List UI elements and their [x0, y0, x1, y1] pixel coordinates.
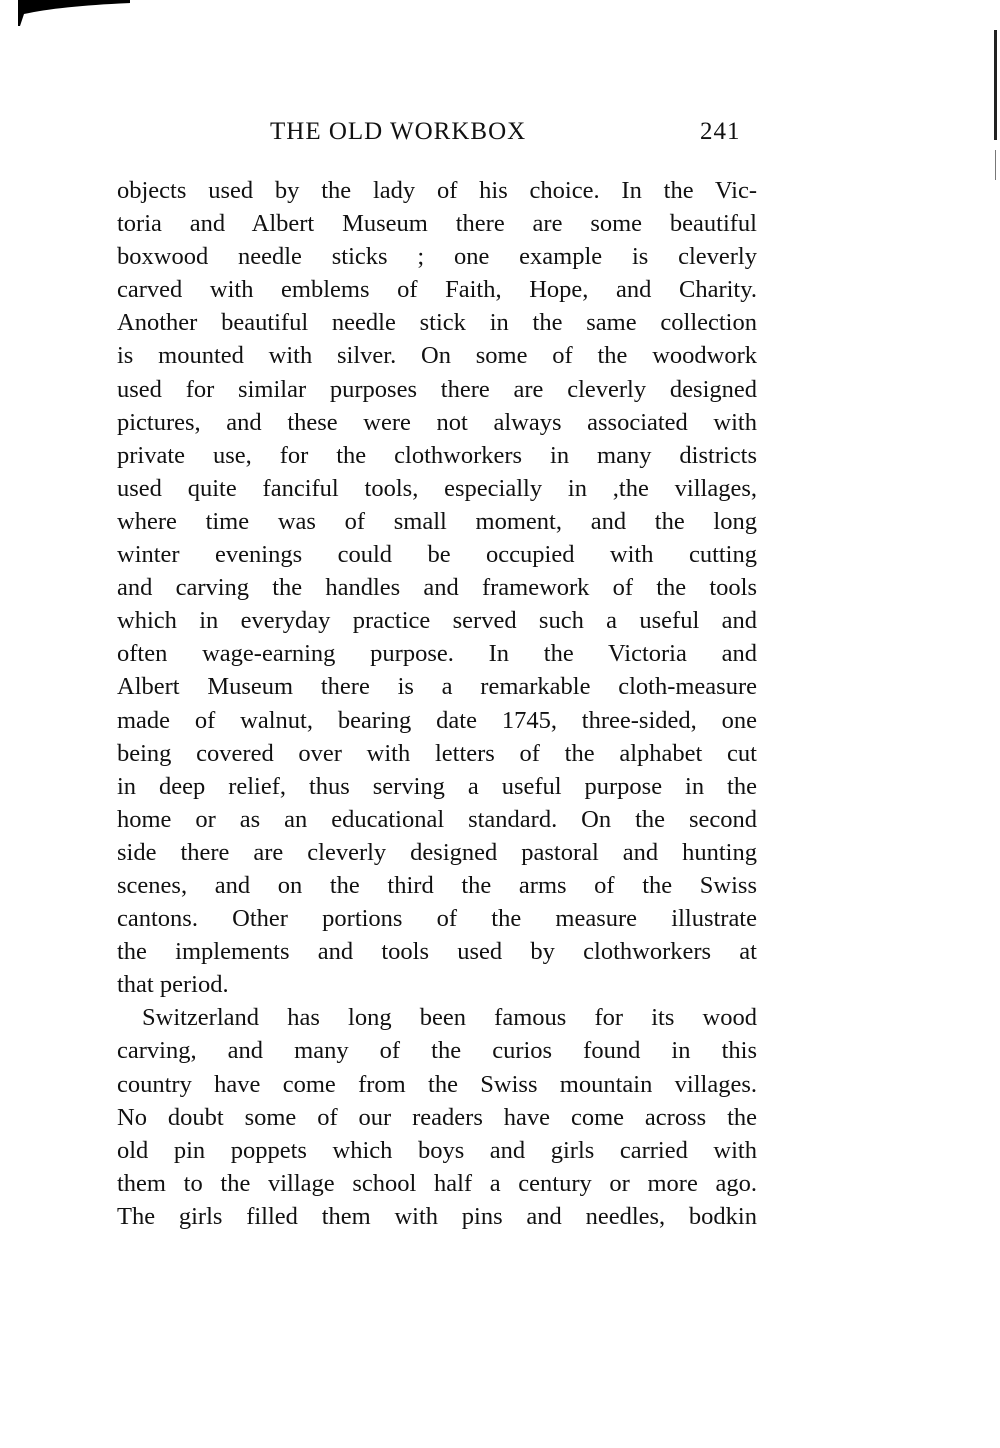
text-line: objects used by the lady of his choice. In the Vic-	[117, 177, 757, 204]
text-line: which in everyday practice served such a useful and	[117, 607, 757, 635]
text-line: side there are cleverly designed pastoral and hunting	[117, 838, 757, 866]
scan-edge-mark	[0, 0, 130, 30]
text-line: old pin poppets which boys and girls carried with	[117, 1136, 757, 1164]
scan-edge-line	[995, 150, 996, 180]
text-line: being covered over with letters of the alphabet cut	[117, 739, 757, 767]
text-line: used quite fanciful tools, especially in ,the villages,	[117, 474, 757, 502]
text-line: No doubt some of our readers have come across the	[117, 1103, 757, 1131]
text-line: in deep relief, thus serving a useful purpose in the	[117, 772, 757, 800]
text-line: that period.	[117, 971, 229, 999]
text-line: is mounted with silver. On some of the woodwork	[117, 342, 757, 370]
text-line: used for similar purposes there are cleverly designed	[117, 375, 757, 403]
text-line: The girls filled them with pins and needles, bodkin	[117, 1202, 757, 1230]
text-line: boxwood needle sticks ; one example is cleverly	[117, 243, 757, 271]
text-line: Albert Museum there is a remarkable cloth-measure	[117, 673, 757, 701]
text-line: pictures, and these were not always associated with	[117, 408, 757, 436]
text-line: winter evenings could be occupied with cutting	[117, 541, 757, 569]
text-line: carved with emblems of Faith, Hope, and Charity.	[117, 276, 757, 304]
text-line: where time was of small moment, and the long	[117, 507, 757, 535]
page-number: 241	[700, 118, 741, 145]
text-line: country have come from the Swiss mountain villages.	[117, 1070, 757, 1098]
text-line: and carving the handles and framework of the tools	[117, 574, 757, 602]
text-line: often wage-earning purpose. In the Victoria and	[117, 640, 757, 668]
scan-edge-line	[994, 30, 997, 140]
text-line: Another beautiful needle stick in the same collection	[117, 309, 757, 337]
body-text	[117, 174, 757, 1233]
text-line: cantons. Other portions of the measure illustrate	[117, 905, 757, 933]
text-line: them to the village school half a century or more ago.	[117, 1169, 757, 1197]
text-line: Switzerland has long been famous for its wood	[142, 1004, 757, 1032]
text-line: made of walnut, bearing date 1745, three-sided, one	[117, 706, 757, 734]
text-line: toria and Albert Museum there are some beautiful	[117, 210, 757, 238]
paragraph	[117, 1001, 757, 1233]
text-line: carving, and many of the curios found in this	[117, 1037, 757, 1065]
text-line: private use, for the clothworkers in many districts	[117, 441, 757, 469]
paragraph	[117, 174, 757, 1001]
text-line: the implements and tools used by clothworkers at	[117, 938, 757, 966]
text-line: home or as an educational standard. On the second	[117, 805, 757, 833]
text-line: scenes, and on the third the arms of the Swiss	[117, 871, 757, 899]
running-title: THE OLD WORKBOX	[270, 118, 527, 145]
